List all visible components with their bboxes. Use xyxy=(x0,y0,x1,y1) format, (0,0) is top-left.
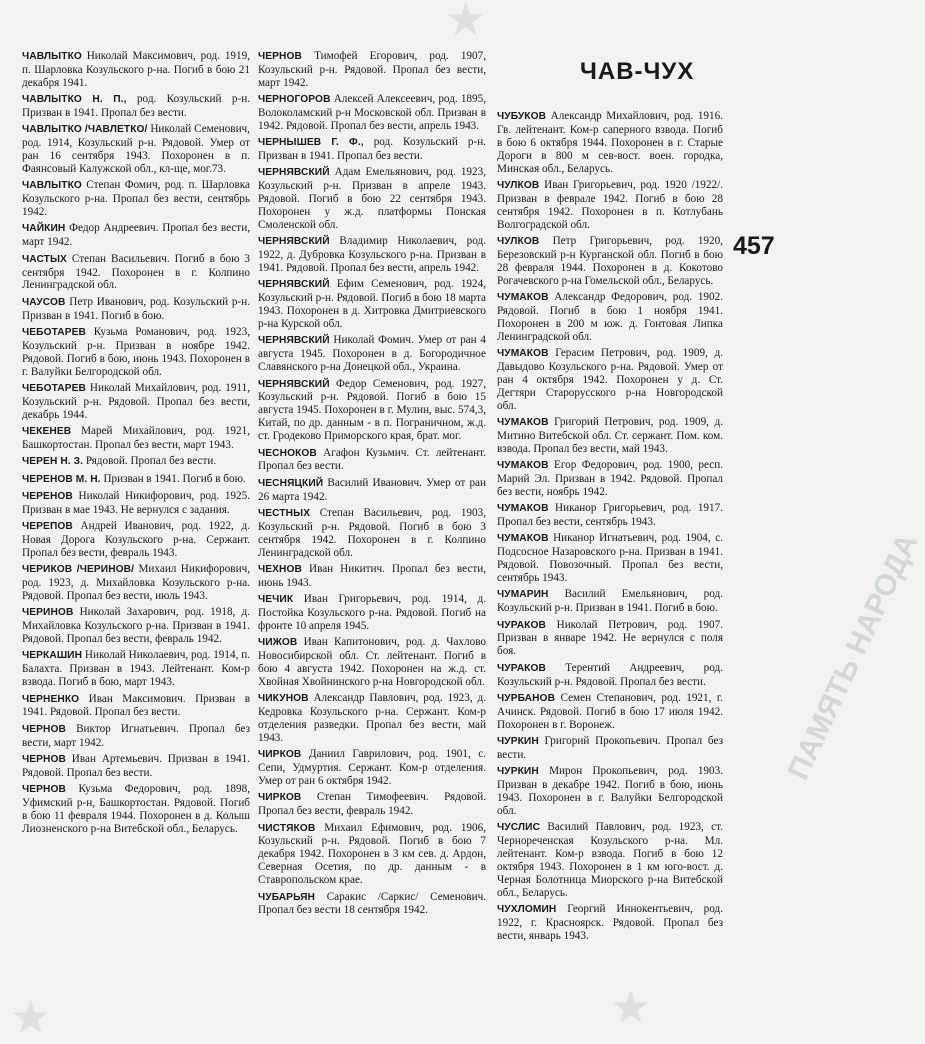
entry xyxy=(258,593,486,633)
entry xyxy=(497,179,723,232)
entry-text: Егор Федорович, род. 1900, респ. Марий Эл. Призван в 1942. Рядовой. Пропал без вести, ноябрь 1942. xyxy=(497,459,723,498)
entry-text: Николай Фомич. Умер от ран 4 августа 1945. Похоронен в д. Богородичное Славянского р-на Донецкой обл., Украина. xyxy=(258,334,486,374)
entry-surname: ЧУЛКОВ xyxy=(497,179,540,191)
entry-surname: ЧУРАКОВ xyxy=(497,662,546,674)
column-left xyxy=(22,50,250,839)
column-right xyxy=(497,110,723,946)
entry xyxy=(258,334,486,374)
watermark-star-icon: ★ xyxy=(610,982,652,1033)
entry-surname: ЧЕРНОВ xyxy=(258,51,302,62)
entry-text: Агафон Кузьмич. Ст. лейтенант. Пропал без вести. xyxy=(258,446,486,473)
entry xyxy=(258,447,486,474)
entry-surname: ЧЕРНЯВСКИЙ xyxy=(258,378,330,390)
entry-surname: ЧАВЛЫТКО /ЧАВЛЕТКО/ xyxy=(22,124,148,136)
entry xyxy=(22,563,250,603)
entry-surname: ЧУРКИН xyxy=(497,766,539,778)
entry xyxy=(22,473,250,487)
entry-surname: ЧЕРНЯВСКИЙ xyxy=(258,335,330,347)
entry xyxy=(497,110,723,176)
entry-text: Василий Емельянович, род. Козульский р-н. Призван в 1941. Погиб в бою. xyxy=(497,588,723,615)
entry xyxy=(258,891,486,918)
entry-surname: ЧЕРНЫШЕВ Г. Ф., xyxy=(258,137,364,149)
entry xyxy=(258,507,486,560)
entry-text: Александр Павлович, род. 1923, д. Кедровка Козульского р-на. Сержант. Ком-р отделения разведки. Пропал без вести, май 1943. xyxy=(258,692,486,744)
entry xyxy=(497,692,723,732)
entry-text: Григорий Прокопьевич. Пропал без вести. xyxy=(497,734,723,761)
entry-text: Призван в 1941. Погиб в бою. xyxy=(100,472,246,485)
entry xyxy=(22,326,250,379)
entry xyxy=(258,50,486,90)
entry-text: Саракис /Саркис/ Семенович. Пропал без вести 18 сентября 1942. xyxy=(258,890,486,917)
entry-text: Никанор Игнатьевич, род. 1904, с. Подсосное Назаровского р-на. Призван в 1941. Рядовой. Повозочный. Пропал без вести, сентябрь 1943. xyxy=(497,532,723,585)
watermark-star-icon: ★ xyxy=(10,992,52,1043)
entry-text: Иван Григорьевич, род. 1920 /1922/. Призван в феврале 1942. Погиб в бою 28 сентября 1942. Похоронен в п. Котлубань Волгоградской обл. xyxy=(497,178,723,231)
entry xyxy=(497,619,723,659)
entry xyxy=(22,296,250,323)
entry xyxy=(497,903,723,943)
entry xyxy=(22,123,250,176)
entry xyxy=(497,502,723,529)
entry-text: Кузьма Федорович, род. 1898, Уфимский р-н, Башкортостан. Рядовой. Погиб в бою 11 февраля 1944. Похоронен в д. Колыш Лиозненского р-на Витебской обл., Беларусь. xyxy=(22,783,250,835)
entry-text: Даниил Гаврилович, род. 1901, с. Сепи, Удмуртия. Сержант. Ком-р отделения. Умер от ран 6 октября 1942. xyxy=(258,748,486,788)
entry-surname: ЧУМАКОВ xyxy=(497,291,549,303)
entry-text: Степан Васильевич, род. 1903, Козульский р-н. Рядовой. Погиб в бою 3 сентября 1942. Похоронен в г. Колпино Ленинградской обл. xyxy=(258,506,486,559)
entry-surname: ЧЕБОТАРЕВ xyxy=(22,382,86,394)
entry xyxy=(497,765,723,818)
entry xyxy=(497,416,723,456)
entry-surname: ЧЕРНОВ xyxy=(22,723,66,735)
entry-text: Владимир Николаевич, род. 1922, д. Дубровка Козульского р-на. Призван в 1941. Рядовой. Пропал без вести, апрель 1942. xyxy=(258,235,486,275)
entry-text: Семен Степанович, род. 1921, г. Ачинск. Рядовой. Погиб в бою 17 июля 1942. Похоронен в г. Воронеж. xyxy=(497,691,723,731)
entry-text: Ефим Семенович, род. 1924, Козульский р-н. Рядовой. Погиб в бою 18 марта 1943. Похоронен в д. Хитровка Дмитриевского р-на Курской обл. xyxy=(258,278,486,331)
entry-text: Петр Григорьевич, род. 1920, Березовский р-н Курганской обл. Погиб в бою 28 февраля 1944. Похоронен в д. Кокотово Рогачевского р-на Гомельской обл., Беларусь. xyxy=(497,234,723,287)
entry-text: Григорий Петрович, род. 1909, д. Митино Витебской обл. Ст. сержант. Пом. ком. взвода. Пропал без вести, май 1943. xyxy=(497,415,723,455)
entry xyxy=(258,636,486,689)
entry xyxy=(497,235,723,288)
entry-surname: ЧУРКИН xyxy=(497,735,539,747)
entry-text: Николай Максимович, род. 1919, п. Шарловка Козульского р-на. Погиб в бою 21 декабря 1941. xyxy=(22,50,250,89)
entry xyxy=(22,723,250,750)
entry-surname: ЧЕБОТАРЕВ xyxy=(22,326,86,338)
entry xyxy=(497,662,723,689)
entry-text: Тимофей Егорович, род. 1907, Козульский р-н. Рядовой. Пропал без вести, март 1942. xyxy=(258,50,486,89)
entry xyxy=(258,235,486,275)
entry xyxy=(22,382,250,422)
entry-text: Николай Михайлович, род. 1911, Козульский р-н. Рядовой. Пропал без вести, декабрь 1944. xyxy=(22,381,250,421)
entry-surname: ЧУМАРИН xyxy=(497,589,549,601)
entry-text: Виктор Игнатьевич. Пропал без вести, март 1942. xyxy=(22,722,250,749)
entry-text: Александр Михайлович, род. 1916. Гв. лейтенант. Ком-р саперного взвода. Погиб в бою 6 октября 1944. Похоронен в г. Старые Дороги в 800 м сев-вост. воен. городка, Минская обл., Беларусь. xyxy=(497,110,723,175)
entry-surname: ЧУМАКОВ xyxy=(497,416,549,428)
entry xyxy=(497,347,723,413)
entry xyxy=(258,278,486,331)
entry-surname: ЧУМАКОВ xyxy=(497,347,549,359)
entry-text: Иван Никитич. Пропал без вести, июнь 1943. xyxy=(258,562,486,589)
entry-text: Андрей Иванович, род. 1922, д. Новая Дорога Козульского р-на. Сержант. Пропал без вести, февраль 1943. xyxy=(22,520,250,559)
entry-text: Михаил Ефимович, род. 1906, Козульский р-н. Рядовой. Погиб в бою 7 декабря 1942. Похоронен в 3 км сев. д. Ардон, Северная Осетия, по др. данным - в Ставропольском крае. xyxy=(258,821,486,887)
section-header: ЧАВ-ЧУХ xyxy=(580,58,695,85)
entry-surname: ЧИРКОВ xyxy=(258,792,302,804)
entry xyxy=(497,588,723,615)
entry-surname: ЧЕРЕНОВ xyxy=(22,490,73,502)
entry-surname: ЧАСТЫХ xyxy=(22,253,67,265)
entry xyxy=(22,179,250,219)
entry-surname: ЧЕРНОВ xyxy=(22,784,66,796)
entry-text: Николай Николаевич, род. 1914, п. Балахта. Призван в 1943. Лейтенант. Ком-р взвода. Погиб в бою, март 1943. xyxy=(22,649,250,689)
entry-surname: ЧЕЧИК xyxy=(258,594,294,606)
entry-text: Петр Иванович, род. Козульский р-н. Призван в 1941. Погиб в бою. xyxy=(22,295,250,322)
entry-surname: ЧЕСНОКОВ xyxy=(258,447,317,459)
entry-surname: ЧЕРЕПОВ xyxy=(22,521,73,533)
page-number: 457 xyxy=(733,232,775,260)
entry-surname: ЧУХЛОМИН xyxy=(497,904,557,915)
entry-surname: ЧИСТЯКОВ xyxy=(258,822,316,834)
entry xyxy=(22,222,250,249)
entry-text: Терентий Андреевич, род. Козульский р-н. Рядовой. Пропал без вести. xyxy=(497,661,723,688)
watermark-star-icon: ★ xyxy=(445,0,487,45)
entry-surname: ЧУРАКОВ xyxy=(497,619,546,631)
entry-surname: ЧАУСОВ xyxy=(22,296,66,308)
entry xyxy=(497,735,723,762)
entry xyxy=(258,822,486,888)
entry-text: Александр Федорович, род. 1902. Рядовой. Погиб в бою 1 ноября 1941. Похоронен в 200 м юж. д. Гонтовая Липка Ленинградской обл. xyxy=(497,290,723,343)
entry xyxy=(22,753,250,780)
entry-text: Адам Емельянович, род. 1923, Козульский р-н. Призван в апреле 1943. Рядовой. Погиб в бою 22 сентября 1943. Похоронен у ж.д. платформы Понская Смоленской обл. xyxy=(258,166,486,232)
entry-text: Федор Семенович, род. 1927, Козульский р-н. Рядовой. Погиб в бою 15 августа 1945. Похоронен в г. Мулин, выс. 574,3, Китай, по др. данным - в п. Пограничном, ж.д. ст. Гродеково Приморского края, брат. мог. xyxy=(258,377,486,443)
entry-text: Рядовой. Пропал без вести. xyxy=(83,455,217,468)
entry-text: Иван Капитонович, род. д. Чахлово Новосибирской обл. Ст. лейтенант. Погиб в бою 4 августа 1942. Похоронен на ж.д. ст. Хвойная Хвойнинского р-на Новгородской обл. xyxy=(258,636,486,688)
entry-surname: ЧЕРНЯВСКИЙ xyxy=(258,279,330,291)
column-middle xyxy=(258,50,486,921)
entry-text: Марей Михайлович, род. 1921, Башкортостан. Пропал без вести, март 1943. xyxy=(22,425,250,451)
entry-text: Николай Семенович, род. 1914, Козульский р-н. Рядовой. Умер от ран 16 сентября 1943. Похоронен в п. Фаянсовый Калужской обл., кл-ще, мог.73. xyxy=(22,123,250,176)
entry-text: Степан Тимофеевич. Рядовой. Пропал без вести, февраль 1942. xyxy=(258,791,486,818)
entry-surname: ЧЕРНЯВСКИЙ xyxy=(258,167,330,179)
entry xyxy=(22,520,250,560)
entry xyxy=(22,606,250,646)
entry-text: Николай Петрович, род. 1907. Призван в январе 1942. Не вернулся с поля боя. xyxy=(497,618,723,658)
entry-surname: ЧУМАКОВ xyxy=(497,503,549,515)
entry xyxy=(22,93,250,120)
entry-text: Иван Григорьевич, род. 1914, д. Постойка Козульского р-на. Рядовой. Погиб на фронте 10 апреля 1945. xyxy=(258,593,486,632)
entry-surname: ЧЕРНОВ xyxy=(22,753,66,765)
entry xyxy=(258,791,486,818)
entry-text: род. Козульский р-н. Призван в 1941. Пропал без вести. xyxy=(258,136,486,163)
entry-text: Кузьма Романович, род. 1923, Козульский р-н. Призван в ноябре 1942. Рядовой. Погиб в бою, июнь 1943. Похоронен в г. Валуйки Белгородской обл. xyxy=(22,325,250,378)
entry xyxy=(258,477,486,504)
entry-surname: ЧУБАРЬЯН xyxy=(258,891,315,903)
entry-surname: ЧИЖОВ xyxy=(258,637,298,649)
entry-text: Николай Захарович, род. 1918, д. Михайловка Козульского р-на. Призван в 1941. Рядовой. Пропал без вести, февраль 1942. xyxy=(22,606,250,646)
entry-surname: ЧЕРНОГОРОВ xyxy=(258,94,331,106)
entry-surname: ЧЕРЕНОВ М. Н. xyxy=(22,473,101,485)
entry xyxy=(258,692,486,745)
entry-text: Алексей Алексеевич, род. 1895, Волоколамский р-н Московской обл. Призван в 1942. Рядовой. Пропал без вести, апрель 1943. xyxy=(258,93,486,132)
entry-text: Василий Павлович, род. 1923, ст. Чернореченская Козульского р-на. Мл. лейтенант. Ком-р взвода. Погиб в бою 12 октября 1943. Похоронен в 1 км юго-вост. д. Черная Болотница Миорского р-на Витебской обл., Беларусь. xyxy=(497,821,723,899)
entry xyxy=(258,136,486,163)
entry-surname: ЧЕХНОВ xyxy=(258,563,302,575)
entry-surname: ЧУЛКОВ xyxy=(497,235,540,247)
entry-surname: ЧЕРНЯВСКИЙ xyxy=(258,236,330,248)
entry xyxy=(258,748,486,788)
entry xyxy=(258,378,486,444)
entry-surname: ЧЕРНЕНКО xyxy=(22,693,80,705)
entry xyxy=(497,291,723,344)
entry-surname: ЧЕКЕНЕВ xyxy=(22,426,72,438)
entry xyxy=(22,425,250,452)
entry xyxy=(22,783,250,836)
entry xyxy=(497,821,723,899)
entry-text: Федор Андреевич. Пропал без вести, март 1942. xyxy=(22,222,250,249)
entry-text: Иван Артемьевич. Призван в 1941. Рядовой. Пропал без вести. xyxy=(22,752,250,779)
entry-text: Иван Максимович. Призван в 1941. Рядовой. Пропал без вести. xyxy=(22,692,250,719)
entry-text: Георгий Иннокентьевич, род. 1922, г. Красноярск. Рядовой. Пропал без вести, январь 1943. xyxy=(497,903,723,942)
entry-surname: ЧУРБАНОВ xyxy=(497,692,556,704)
entry xyxy=(22,693,250,720)
entry-surname: ЧАВЛЫТКО xyxy=(22,51,82,62)
entry xyxy=(497,459,723,499)
entry xyxy=(258,563,486,590)
entry-surname: ЧАЙКИН xyxy=(22,223,66,235)
entry-surname: ЧЕСТНЫХ xyxy=(258,507,311,519)
entry-text: род. Козульский р-н. Призван в 1941. Пропал без вести. xyxy=(22,93,251,120)
entry-text: Степан Фомич, род. п. Шарловка Козульского р-на. Пропал без вести, сентябрь 1942. xyxy=(22,179,250,219)
entry-surname: ЧЕРИНОВ xyxy=(22,607,74,619)
entry-text: Михаил Никифорович, род. 1923, д. Михайловка Козульского р-на. Рядовой. Пропал без вести, июль 1943. xyxy=(22,563,250,602)
entry-text: Никанор Григорьевич, род. 1917. Пропал без вести, сентябрь 1943. xyxy=(497,502,723,529)
entry-surname: ЧАВЛЫТКО xyxy=(22,180,82,192)
entry xyxy=(22,490,250,517)
entry-surname: ЧЕРИКОВ /ЧЕРИНОВ/ xyxy=(22,564,135,576)
entry-surname: ЧАВЛЫТКО Н. П., xyxy=(22,94,127,106)
entry-text: Николай Никифорович, род. 1925. Призван в мае 1943. Не вернулся с задания. xyxy=(22,489,250,516)
entry xyxy=(22,253,250,293)
entry xyxy=(497,532,723,585)
entry-surname: ЧУСЛИС xyxy=(497,822,541,834)
entry-surname: ЧУМАКОВ xyxy=(497,460,549,471)
entry-surname: ЧЕРЕН Н. З. xyxy=(22,456,84,468)
entry xyxy=(258,93,486,133)
entry xyxy=(22,455,250,469)
entry-surname: ЧУБУКОВ xyxy=(497,111,547,122)
watermark-text: ПАМЯТЬ НАРОДА xyxy=(781,528,925,785)
entry-text: Степан Васильевич. Погиб в бою 3 сентября 1942. Похоронен в г. Колпино Ленинградской обл. xyxy=(22,252,250,292)
entry-surname: ЧИРКОВ xyxy=(258,749,302,761)
entry-surname: ЧЕСНЯЦКИЙ xyxy=(258,477,324,489)
entry xyxy=(258,166,486,232)
entry-text: Герасим Петрович, род. 1909, д. Давыдово Козульского р-на. Рядовой. Умер от ран 4 октября 1942. Похоронен у д. Ст. Дегтяри Старорусского р-на Новгородской обл. xyxy=(497,346,723,412)
entry-text: Мирон Прокопьевич, род. 1903. Призван в декабре 1942. Погиб в бою, июнь 1943. Похоронен в г. Валуйки Белгородской обл. xyxy=(497,765,723,817)
entry xyxy=(22,50,250,90)
entry-surname: ЧЕРКАШИН xyxy=(22,650,83,662)
entry-surname: ЧИКУНОВ xyxy=(258,693,309,705)
entry-surname: ЧУМАКОВ xyxy=(497,533,549,545)
entry xyxy=(22,649,250,689)
entry-text: Василий Иванович. Умер от ран 26 марта 1942. xyxy=(258,476,486,503)
